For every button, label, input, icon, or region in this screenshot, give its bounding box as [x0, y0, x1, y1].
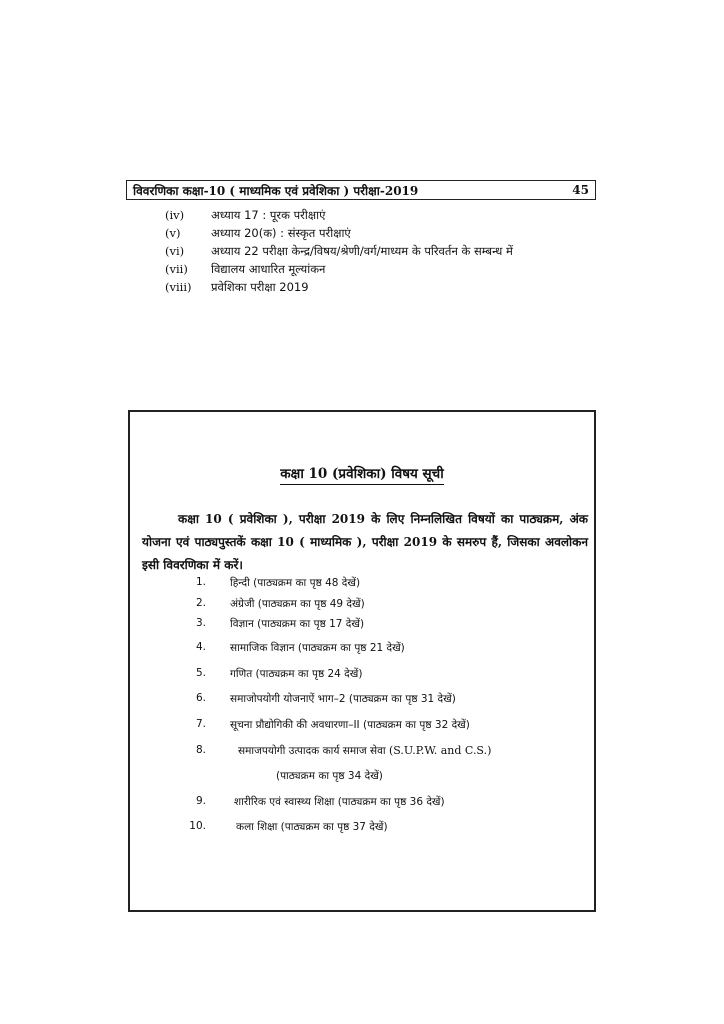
- subject-number: 5.: [195, 667, 206, 679]
- subject-text: विज्ञान (पाठ्यक्रम का पृष्ठ 17 देखें): [230, 618, 365, 630]
- list-item-number: (viii): [165, 280, 192, 294]
- subject-number: 1.: [195, 576, 206, 588]
- list-item-text: विद्यालय आधारित मूल्यांकन: [211, 261, 326, 276]
- list-item-number: (v): [165, 226, 181, 240]
- subject-text: समाजोपयोगी योजनाऐं भाग–2 (पाठ्यक्रम का पृष्ठ 31 देखें): [230, 693, 456, 705]
- list-item: [165, 224, 513, 242]
- subject-number: 2.: [195, 597, 206, 609]
- subject-number: 8.: [195, 744, 206, 756]
- list-item-number: (iv): [165, 208, 185, 222]
- list-item-number: (vi): [165, 244, 185, 258]
- list-item: [165, 260, 513, 278]
- subject-text: सूचना प्रौद्योगिकी की अवधारणा–II (पाठ्यक्रम का पृष्ठ 32 देखें): [230, 719, 470, 731]
- list-item-number: (vii): [165, 262, 188, 276]
- chapter-list: [165, 206, 513, 296]
- intro-paragraph: कक्षा 10 ( प्रवेशिका ), परीक्षा 2019 के लिए निम्नलिखित विषयों का पाठ्यक्रम, अंक योजना एवं पाठ्यपुस्तकें कक्षा 10 ( माध्यमिक ), परीक्षा 2019 के समरुप हैं, जिसका अवलोकन इसी विवरणिका में करें।: [142, 512, 588, 572]
- subject-number: 4.: [195, 641, 206, 653]
- subject-text: कला शिक्षा (पाठ्यक्रम का पृष्ठ 37 देखें): [236, 821, 388, 833]
- subject-number: 10.: [189, 820, 206, 832]
- list-item-text: अध्याय 20(क) : संस्कृत परीक्षाएं: [211, 225, 351, 240]
- list-item: [165, 206, 513, 224]
- header-title: विवरणिका कक्षा-10 ( माध्यमिक एवं प्रवेशिका ) परीक्षा-2019: [133, 183, 419, 198]
- box-title: [130, 464, 594, 482]
- list-item: [165, 242, 513, 260]
- list-item-text: प्रवेशिका परीक्षा 2019: [211, 279, 309, 294]
- box-title-text: कक्षा 10 (प्रवेशिका) विषय सूची: [280, 466, 443, 485]
- subject-text: शारीरिक एवं स्वास्थ्य शिक्षा (पाठ्यक्रम का पृष्ठ 36 देखें): [234, 796, 445, 808]
- subject-text: (पाठ्यक्रम का पृष्ठ 34 देखें): [276, 770, 383, 782]
- subject-text-wrap: [238, 744, 491, 758]
- page-header: [126, 180, 596, 200]
- subject-text: अंग्रेजी (पाठ्यक्रम का पृष्ठ 49 देखें): [230, 598, 365, 610]
- list-item: [165, 278, 513, 296]
- subject-text: गणित (पाठ्यक्रम का पृष्ठ 24 देखें): [230, 668, 363, 680]
- subject-text: सामाजिक विज्ञान (पाठ्यक्रम का पृष्ठ 21 देखें): [230, 642, 405, 654]
- subject-number: 9.: [195, 795, 206, 807]
- subject-number: 3.: [195, 617, 206, 629]
- subject-text: हिन्दी (पाठ्यक्रम का पृष्ठ 48 देखें): [230, 577, 361, 589]
- page-number: 45: [572, 183, 589, 197]
- subject-number: 6.: [195, 692, 206, 704]
- subject-number: 7.: [195, 718, 206, 730]
- subject-code: (S.U.P.W. and C.S.): [389, 744, 492, 757]
- list-item-text: अध्याय 22 परीक्षा केन्द्र/विषय/श्रेणी/वर्ग/माध्यम के परिवर्तन के सम्बन्ध में: [211, 243, 513, 258]
- list-item-text: अध्याय 17 : पूरक परीक्षाएं: [211, 207, 326, 222]
- subject-list-box: [128, 410, 596, 912]
- subject-text: समाजपयोगी उत्पादक कार्य समाज सेवा: [238, 745, 386, 757]
